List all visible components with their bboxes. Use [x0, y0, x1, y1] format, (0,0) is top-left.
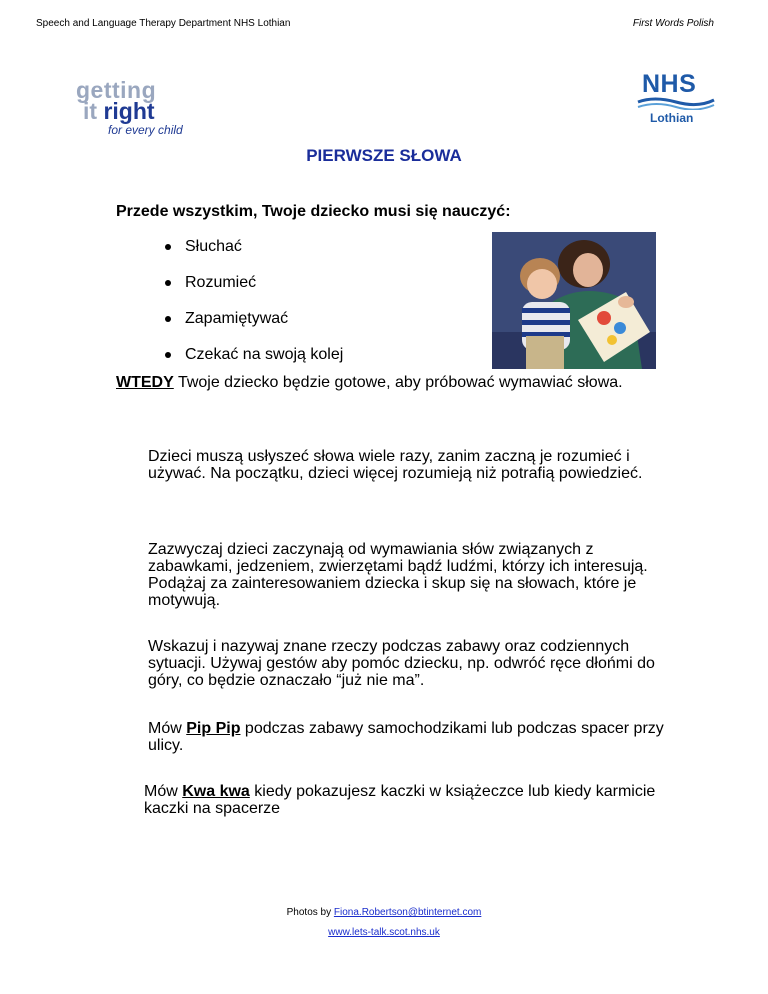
nhs-lothian-logo [634, 70, 718, 130]
getting-it-right-logo [76, 79, 226, 139]
emphasis-kwa-kwa: Kwa kwa [182, 783, 250, 800]
nhs-region: Lothian [650, 111, 694, 125]
list-item: Rozumieć [162, 274, 343, 310]
nhs-wave-icon [634, 94, 718, 110]
page-title: PIERWSZE SŁOWA [306, 146, 462, 165]
header-document-title: First Words Polish [632, 18, 714, 29]
list-item: Czekać na swoją kolej [162, 346, 343, 382]
paragraph-first-words: Zazwyczaj dzieci zaczynają od wymawiania słów związanych z zabawkami, jedzeniem, zwierzętami bądź ludźmi, którzy ich interesują. Podążaj za zainteresowaniem dziecka i skup się na słowach, które je motywują. [148, 541, 648, 609]
list-item: Zapamiętywać [162, 310, 343, 346]
emphasis-then: WTEDY [116, 374, 174, 391]
emphasis-pip-pip: Pip Pip [186, 720, 241, 737]
paragraph-kwa-kwa: Mów Kwa kwa kiedy pokazujesz kaczki w książeczce lub kiedy karmicie kaczki na spacerze [144, 783, 656, 817]
photo-mother-child-reading [492, 232, 656, 369]
paragraph-pip-pip: Mów Pip Pip podczas zabawy samochodzikami lub podczas spacer przy ulicy. [148, 720, 664, 754]
nhs-wordmark: NHS [642, 70, 697, 98]
header-department: Speech and Language Therapy Department NHS Lothian [36, 18, 291, 29]
paragraph-point-and-name: Wskazuj i nazywaj znane rzeczy podczas zabawy oraz codziennych sytuacji. Używaj gestów aby pomóc dziecku, np. odwróć ręce dłońmi do góry, co będzie oznaczało “już nie ma”. [148, 638, 655, 689]
logo-tagline: for every child [108, 123, 183, 137]
website-link[interactable]: www.lets-talk.scot.nhs.uk [328, 927, 440, 938]
logo-getting: getting [76, 77, 157, 103]
logo-it-right: it right [83, 98, 155, 124]
photo-credit: Photos by Fiona.Robertson@btinternet.com [286, 907, 482, 918]
skills-list [162, 238, 343, 382]
list-item: Słuchać [162, 238, 343, 274]
paragraph-hear-words: Dzieci muszą usłyszeć słowa wiele razy, zanim zaczną je rozumieć i używać. Na początku, dzieci więcej rozumieją niż potrafią powiedzieć. [148, 448, 643, 482]
footer-website [0, 927, 768, 938]
credit-email-link[interactable]: Fiona.Robertson@btinternet.com [333, 907, 482, 918]
photo-illustration [492, 232, 656, 369]
intro-heading: Przede wszystkim, Twoje dziecko musi się nauczyć: [116, 203, 511, 220]
paragraph-then: WTEDY Twoje dziecko będzie gotowe, aby próbować wymawiać słowa. [116, 374, 623, 391]
